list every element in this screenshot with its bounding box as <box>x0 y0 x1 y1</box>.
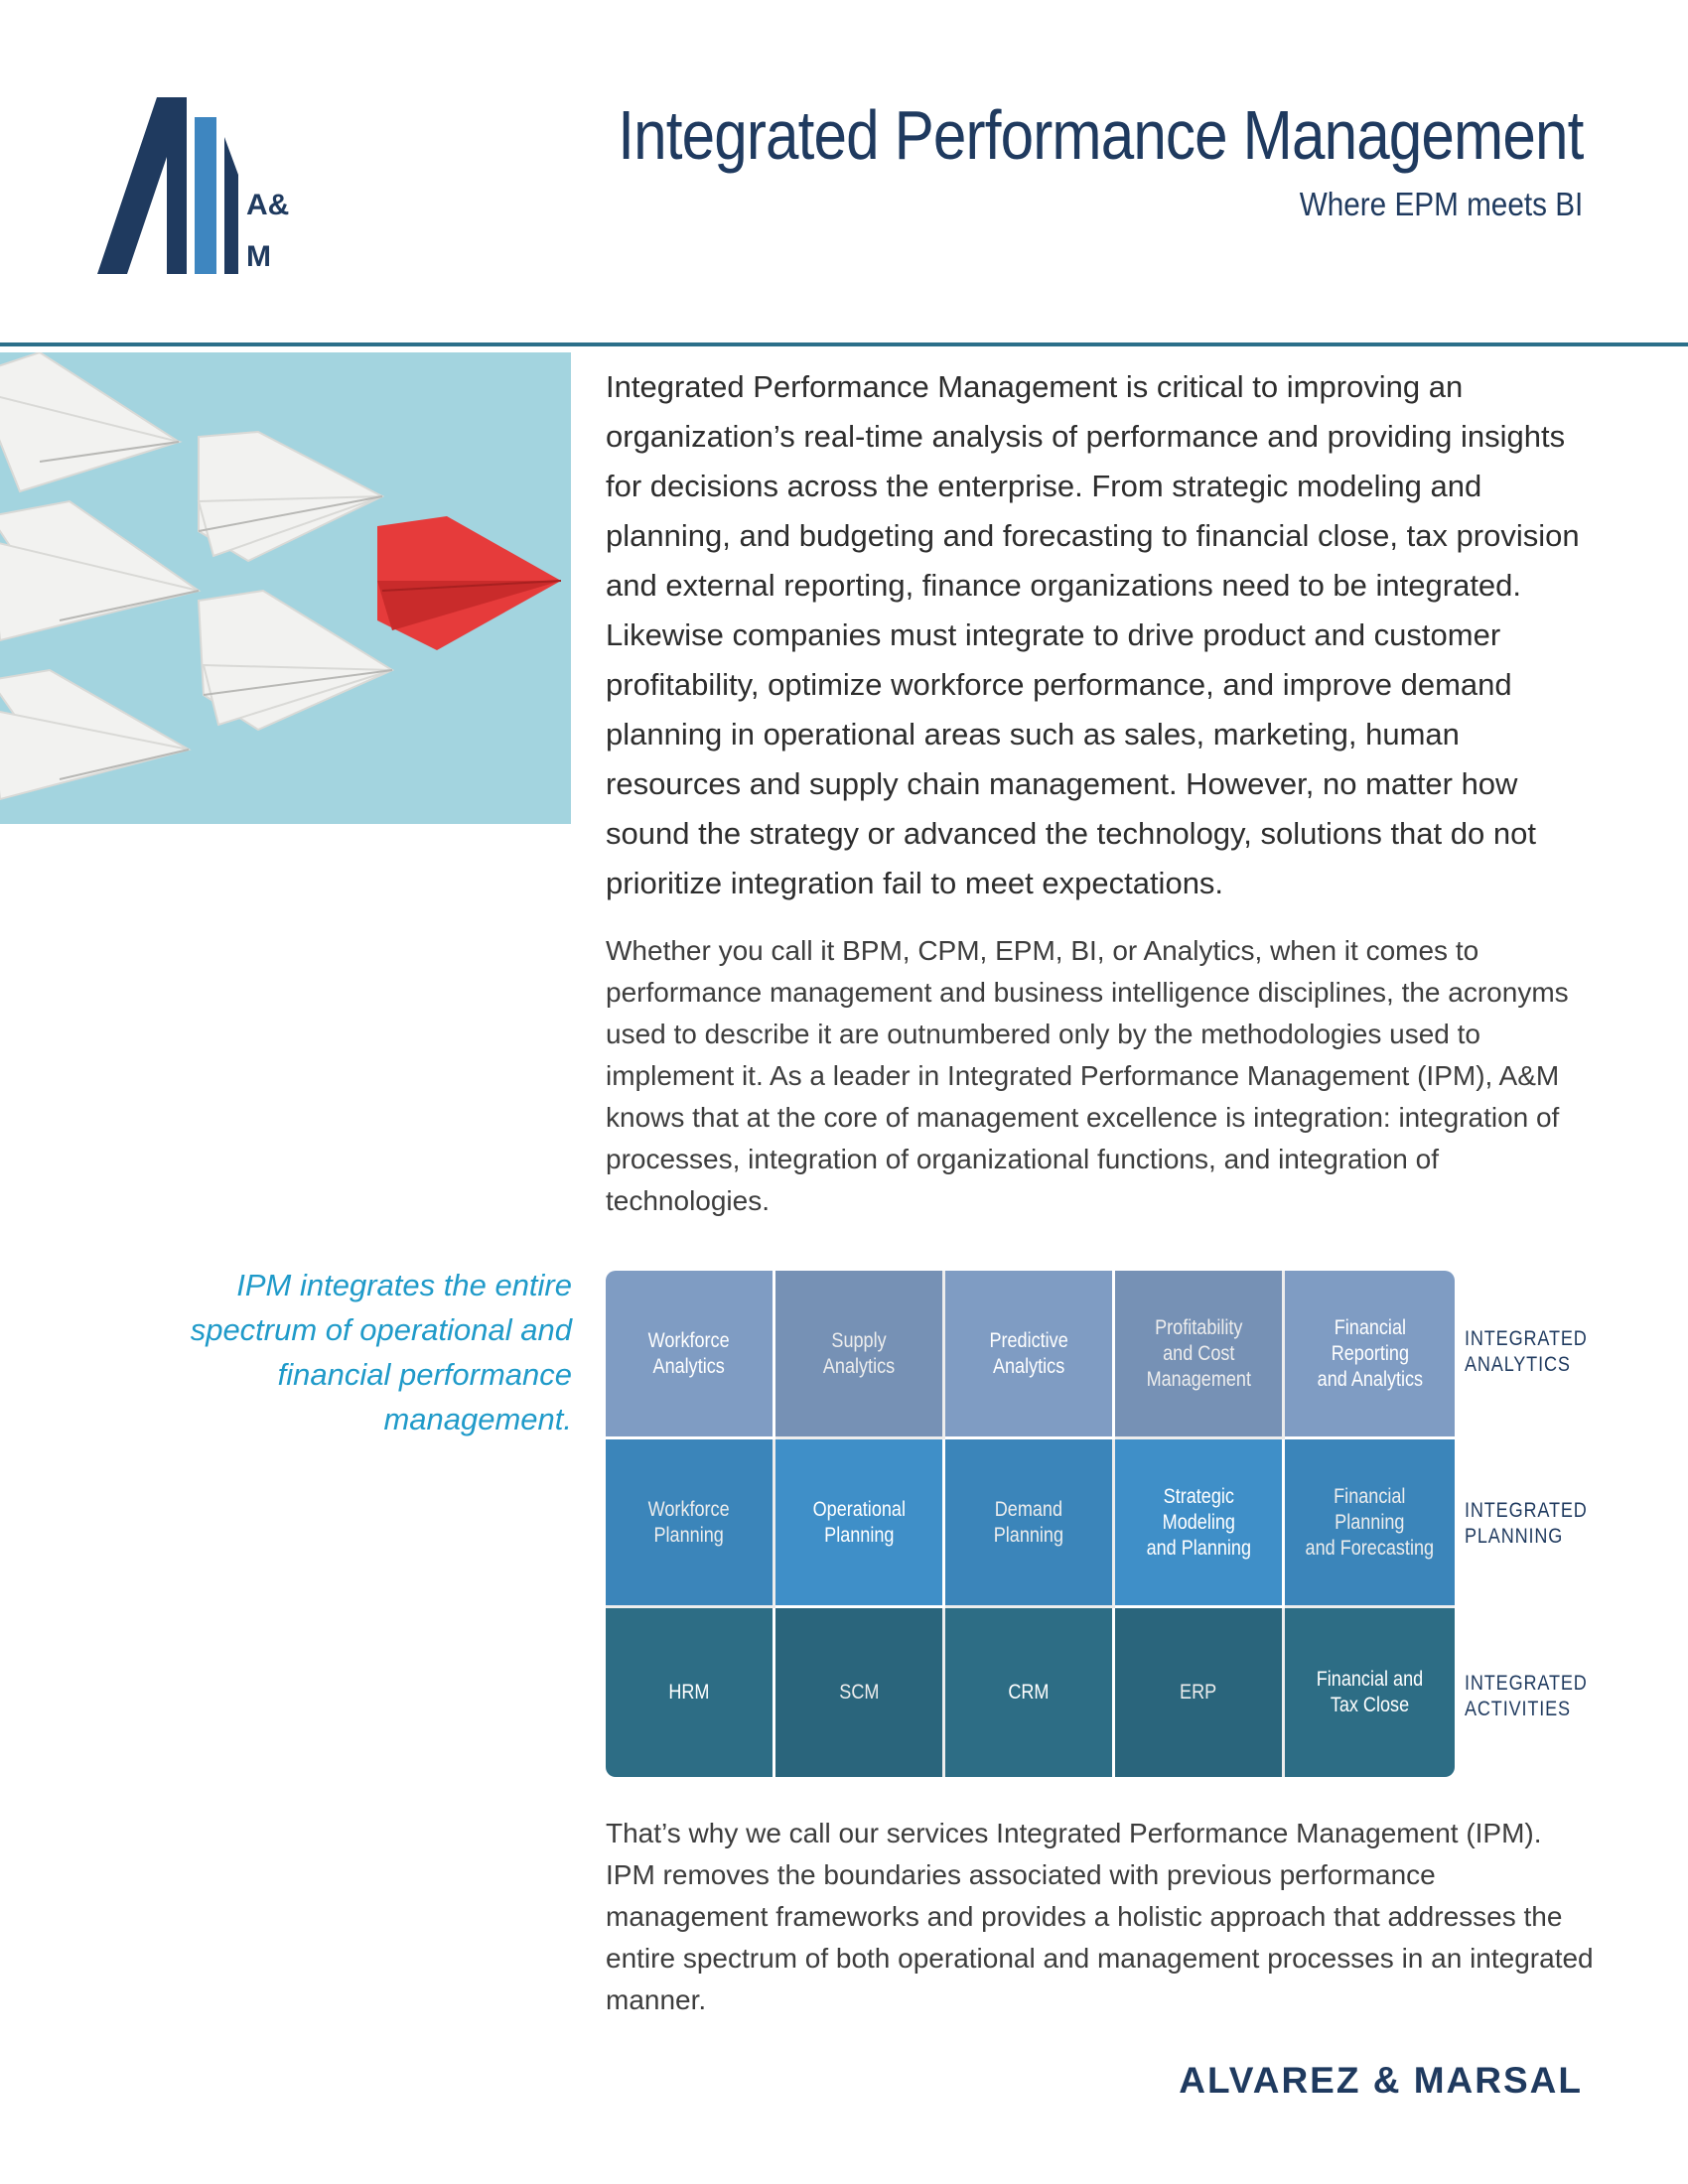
puzzle-piece-label: Financial Planning and Forecasting <box>1305 1484 1435 1560</box>
puzzle-piece-label: Predictive Analytics <box>989 1328 1068 1378</box>
puzzle-piece-label: CRM <box>1008 1681 1050 1704</box>
puzzle-piece <box>1285 1439 1455 1608</box>
alvarez-marsal-logo <box>97 97 306 276</box>
page-title: Integrated Performance Management <box>617 96 1583 174</box>
puzzle-piece <box>775 1271 945 1439</box>
puzzle-piece <box>606 1439 775 1608</box>
puzzle-piece <box>1285 1271 1455 1439</box>
puzzle-piece <box>1115 1608 1285 1777</box>
puzzle-piece-label: Financial and Tax Close <box>1316 1668 1424 1716</box>
row-label-activities: INTEGRATED ACTIVITIES <box>1465 1672 1588 1720</box>
puzzle-piece <box>1115 1271 1285 1439</box>
puzzle-piece <box>606 1271 775 1439</box>
puzzle-piece <box>1285 1608 1455 1777</box>
header-divider <box>0 342 1688 346</box>
callout-quote: IPM integrates the entire spectrum of operational and financial performance management. <box>190 1268 572 1436</box>
puzzle-piece <box>775 1439 945 1608</box>
puzzle-piece-label: SCM <box>838 1681 880 1704</box>
body-paragraph-3: That’s why we call our services Integrated Performance Management (IPM). IPM removes the boundaries associated with previous performance management frameworks and provides a holistic approach that addresses the entire spectrum of both operational and management processes in an integrated manner. <box>606 1818 1594 2015</box>
puzzle-piece-label: Workforce Analytics <box>648 1328 730 1378</box>
puzzle-piece-label: Supply Analytics <box>822 1328 896 1378</box>
puzzle-piece-label: Strategic Modeling and Planning <box>1146 1484 1251 1560</box>
footer-brand: ALVAREZ & MARSAL <box>1179 2060 1583 2101</box>
puzzle-piece <box>1115 1439 1285 1608</box>
puzzle-piece <box>775 1608 945 1777</box>
puzzle-piece-label: Profitability and Cost Management <box>1146 1315 1251 1391</box>
paper-planes-image <box>0 352 571 824</box>
row-label-planning: INTEGRATED PLANNING <box>1465 1499 1588 1548</box>
puzzle-piece-label: Demand Planning <box>993 1497 1064 1547</box>
puzzle-piece-label: Workforce Planning <box>648 1497 730 1547</box>
row-label-analytics: INTEGRATED ANALYTICS <box>1465 1327 1588 1376</box>
puzzle-piece <box>945 1608 1115 1777</box>
body-paragraph-2: Whether you call it BPM, CPM, EPM, BI, or Analytics, when it comes to performance management and business intelligence disciplines, the acronyms used to describe it are outnumbered only by the methodologies used to implement it. As a leader in Integrated Performance Management (IPM), A&M knows that at the core of management excellence is integration: integration of processes, integration of organizational functions, and integration of technologies. <box>606 935 1569 1216</box>
puzzle-piece <box>606 1608 775 1777</box>
puzzle-piece-label: HRM <box>668 1681 710 1704</box>
puzzle-piece <box>945 1439 1115 1608</box>
page-subtitle: Where EPM meets BI <box>1299 186 1583 222</box>
puzzle-piece-label: Operational Planning <box>812 1497 906 1547</box>
puzzle-piece-label: ERP <box>1180 1681 1217 1704</box>
logo-text-2: M <box>246 240 271 273</box>
ipm-puzzle-diagram <box>606 1271 1455 1777</box>
intro-paragraph: Integrated Performance Management is critical to improving an organization’s real-time analysis of performance and providing insights for decisions across the enterprise. From strategic modeling and planning, and budgeting and forecasting to financial close, tax provision and external reporting, finance organizations need to be integrated. Likewise companies must integrate to drive product and customer profitability, optimize workforce performance, and improve demand planning in operational areas such as sales, marketing, human resources and supply chain management. However, no matter how sound the strategy or advanced the technology, solutions that do not prioritize integration fail to meet expectations. <box>606 369 1580 900</box>
logo-text-1: A& <box>246 189 290 221</box>
puzzle-piece <box>945 1271 1115 1439</box>
puzzle-piece-label: Financial Reporting and Analytics <box>1317 1315 1423 1391</box>
